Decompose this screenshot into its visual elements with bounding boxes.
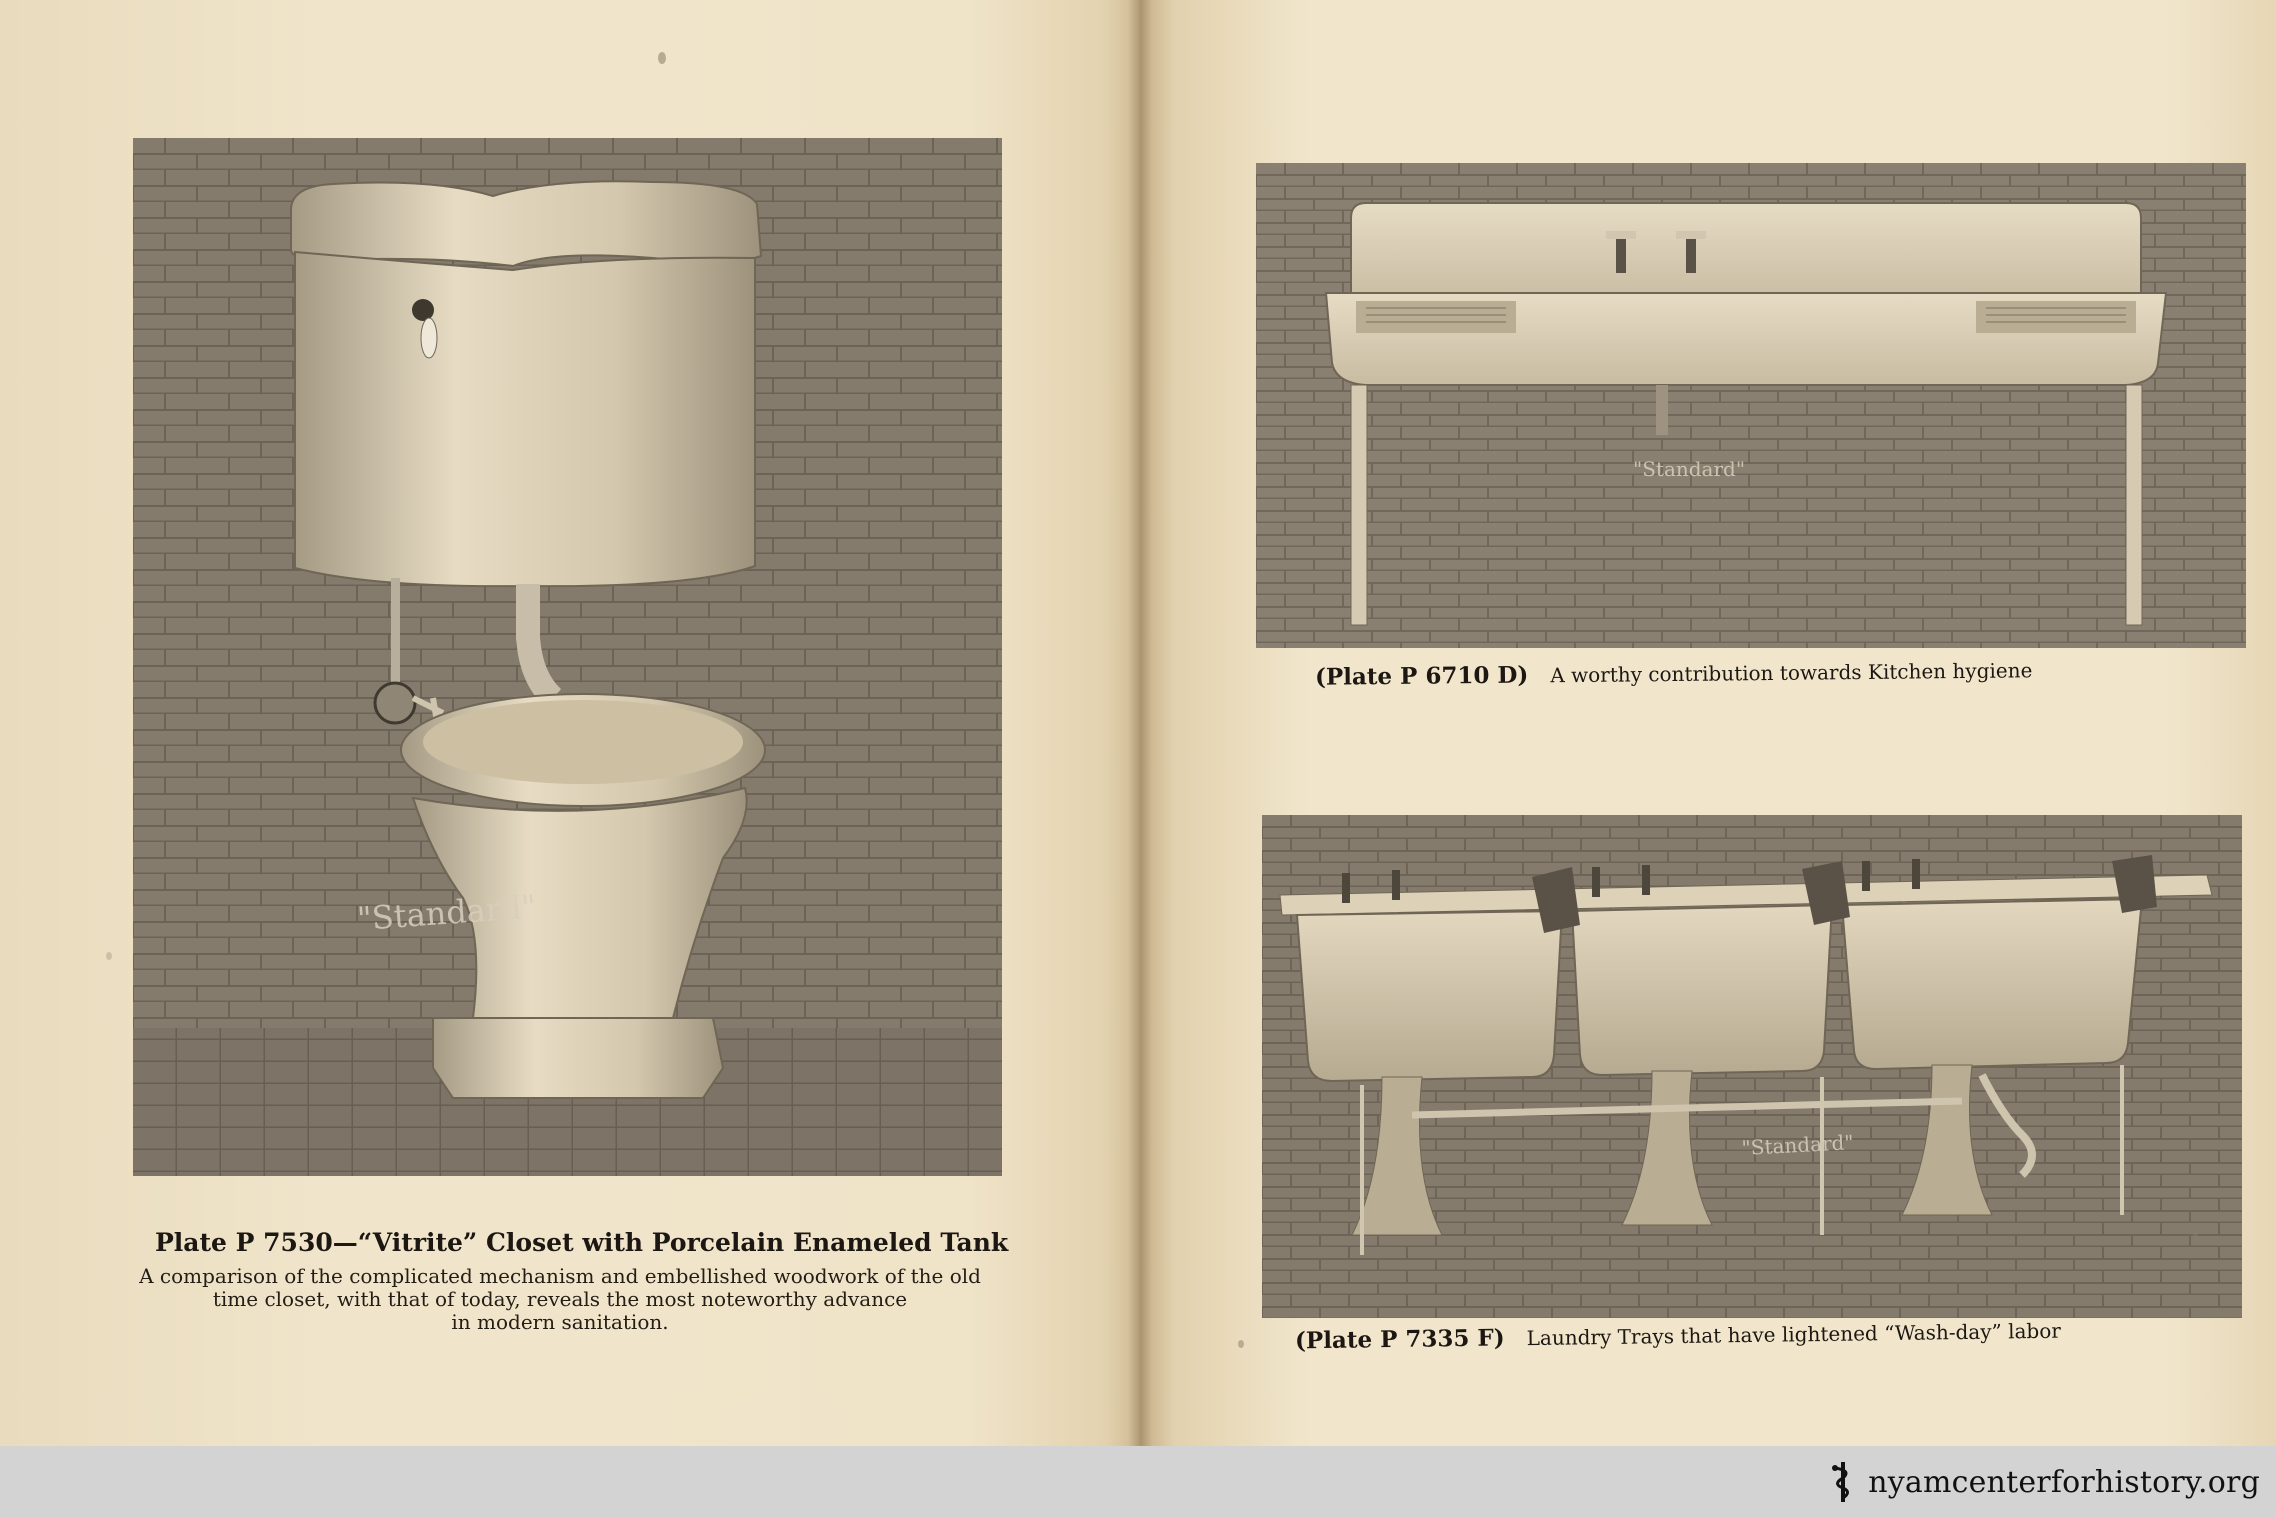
paper-spot: [2193, 1232, 2198, 1237]
paper-spot: [658, 52, 666, 64]
toilet-watermark: "Standard": [355, 887, 538, 938]
laundry-trays-illustration-icon: [1262, 815, 2242, 1318]
paper-spot: [106, 952, 112, 960]
toilet-plate-image: [133, 138, 1002, 1176]
left-page: [0, 0, 1140, 1446]
laundry-trays-plate-label: (Plate P 7335 F): [1294, 1324, 1505, 1355]
site-branding[interactable]: [1826, 1458, 2260, 1506]
site-url[interactable]: nyamcenterforhistory.org: [1868, 1464, 2260, 1500]
kitchen-sink-caption-text: A worthy contribution towards Kitchen hygiene: [1550, 658, 2033, 688]
laundry-trays-plate-image: [1262, 815, 2242, 1318]
laundry-trays-caption-text: Laundry Trays that have lightened “Wash-day” labor: [1526, 1318, 2062, 1351]
kitchen-sink-plate-label: (Plate P 6710 D): [1314, 661, 1529, 691]
laundry-watermark: "Standard": [1741, 1130, 1855, 1160]
sink-watermark: "Standard": [1633, 457, 1746, 481]
kitchen-sink-illustration-icon: [1256, 163, 2246, 648]
description-line: time closet, with that of today, reveals the most noteworthy advance: [212, 1287, 908, 1311]
kitchen-sink-caption: [1315, 656, 2033, 691]
left-plate-title: Plate P 7530—“Vitrite” Closet with Porcelain Enameled Tank: [155, 1228, 1009, 1257]
book-gutter: [1128, 0, 1152, 1446]
right-page: [1140, 0, 2276, 1446]
footer-bar: [0, 1446, 2276, 1518]
description-line: in modern sanitation.: [451, 1310, 669, 1334]
laundry-trays-caption: [1295, 1317, 2061, 1355]
kitchen-sink-plate-image: [1256, 163, 2246, 648]
paper-spot: [1238, 1340, 1244, 1348]
left-plate-description: [90, 1265, 1030, 1334]
toilet-illustration-icon: [133, 138, 1002, 1176]
caduceus-icon: [1826, 1460, 1860, 1504]
description-line: A comparison of the complicated mechanism and embellished woodwork of the old: [139, 1264, 981, 1288]
